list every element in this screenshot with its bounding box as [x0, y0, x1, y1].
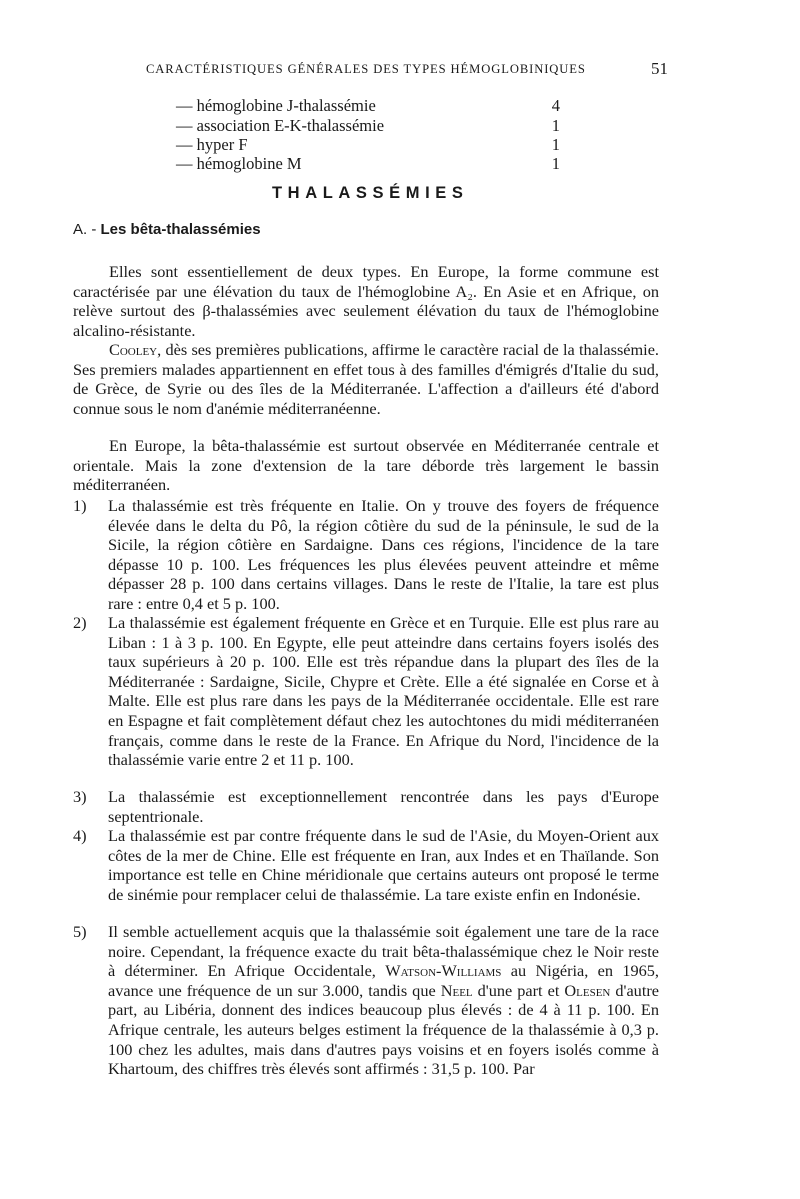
section-title: THALASSÉMIES [272, 184, 469, 202]
list-item-count: 1 [551, 135, 560, 154]
list-item-count: 1 [551, 154, 560, 173]
paragraph-intro: Elles sont essentiellement de deux types. En Europe, la forme commune est caractérisée par une élévation du taux de l'hémoglobine A₂. En Asie et en Afrique, on relève surtout des β-thalassémies avec seulement élévation du taux de l'hémoglobine alcalino-résistante. [73, 262, 659, 340]
list-item-count: 1 [551, 116, 560, 135]
item-text: La thalassémie est par contre fréquente dans le sud de l'Asie, du Moyen-Orient aux côtes de la mer de Chine. Elle est fréquente en Iran, aux Indes et en Thaïlande. Son importance est telle en Chine méridionale que certains auteurs ont proposé le terme de sinémie pour remplacer celui de thalassémie. La tare existe enfin en Indonésie. [108, 826, 659, 904]
paragraph-cooley-text: , dès ses premières publications, affirme le caractère racial de la thalassémie. Ses premiers malades appartiennent en effet tous à des familles d'émigrés d'Italie du sud, de Grèce, de Syrie ou des îles de la Méditerranée. L'affection a d'ailleurs été d'abord connue sous le nom d'anémie méditerranéenne. [73, 340, 659, 418]
list-item-label: — association E-K-thalassémie [176, 116, 385, 135]
item-number: 5) [73, 922, 87, 941]
running-head [0, 59, 800, 82]
item-text: La thalassémie est exceptionnellement rencontrée dans les pays d'Europe septentrionale. [108, 787, 659, 826]
author-cooley: Cooley [109, 340, 158, 359]
author-watson-williams: Watson-Williams [385, 961, 502, 981]
paragraph-europe: En Europe, la bêta-thalassémie est surtout observée en Méditerranée centrale et orientale. Mais la zone d'extension de la tare déborde très largement le bassin méditerranéen. [73, 436, 659, 495]
page-number: 51 [651, 59, 668, 78]
list-item [176, 135, 560, 155]
list-item [73, 787, 659, 826]
item-text: La thalassémie est également fréquente en Grèce et en Turquie. Elle est plus rare au Liban : 1 à 3 p. 100. En Egypte, elle peut atteindre dans certains foyers isolés des taux supérieurs à 20 p. 100. Elle est très répandue dans la plupart des îles de la Méditerranée : Sardaigne, Sicile, Chypre et Crète. Elle a été signalée en Corse et à Malte. Elle est plus rare dans les pays de la Méditerranée occidentale. Elle est rare en Espagne et fait complètement défaut chez les autochtones du midi méditerranéen français, comme dans le reste de la France. En Afrique du Nord, l'incidence de la thalassémie varie entre 2 et 11 p. 100. [108, 613, 659, 770]
subheading [73, 221, 261, 238]
list-item [176, 154, 560, 174]
author-neel: Neel [440, 980, 473, 1000]
list-item-label: — hémoglobine M [176, 154, 302, 173]
list-item [176, 116, 560, 136]
list-item [73, 826, 659, 904]
item-number: 3) [73, 787, 87, 806]
item-number: 2) [73, 613, 87, 632]
item-text-part: d'autre part, au Libéria, donnent des indices beaucoup plus élevés : de 4 à 11 p. 100. En Afrique centrale, les auteurs belges estiment la fréquence de la thalassémie à 0,3 p. 100 chez les adultes, mais dans d'autres pays voisins et en foyers isolés comme à Khartoum, des chiffres très élevés sont affirmés : 31,5 p. 100. Par [108, 980, 659, 1079]
author-olesen: Olesen [564, 980, 611, 1000]
item-number: 1) [73, 496, 87, 515]
list-item-label: — hémoglobine J-thalassémie [176, 96, 376, 115]
item-text-part: Il semble actuellement acquis que la thalassémie soit également une tare de la race noire. Cependant, la fréquence exacte du trait bêta-thalassémique chez le Noir reste à déterminer. En Afrique Occidentale, [108, 922, 659, 981]
list-item [73, 922, 659, 1079]
subheading-letter: A. - [73, 221, 101, 238]
list-item-label: — hyper F [176, 135, 248, 154]
list-item [176, 96, 560, 116]
list-item [73, 496, 659, 614]
paragraph-cooley [73, 340, 659, 418]
item-text-part: d'une part et [472, 980, 565, 1000]
item-text: La thalassémie est très fréquente en Italie. On y trouve des foyers de fréquence élevée dans le delta du Pô, la région côtière du sud de la péninsule, le sud de la Sicile, la région côtière en Sardaigne. Dans ces régions, l'incidence de la tare dépasse 10 p. 100. Les fréquences les plus élevées peuvent atteindre et même dépasser 28 p. 100 dans certains villages. Dans le reste de l'Italie, la tare est plus rare : entre 0,4 et 5 p. 100. [108, 496, 659, 613]
running-head-title: CARACTÉRISTIQUES GÉNÉRALES DES TYPES HÉMOGLOBINIQUES [146, 62, 586, 76]
list-item [73, 613, 659, 770]
item-text-part: au Nigéria, en 1965, avance une fréquence de un sur 3.000, tandis que [108, 961, 659, 1000]
list-item-count: 4 [551, 96, 560, 115]
item-text [108, 922, 659, 1079]
item-number: 4) [73, 826, 87, 845]
subheading-text: Les bêta-thalassémies [100, 221, 261, 238]
